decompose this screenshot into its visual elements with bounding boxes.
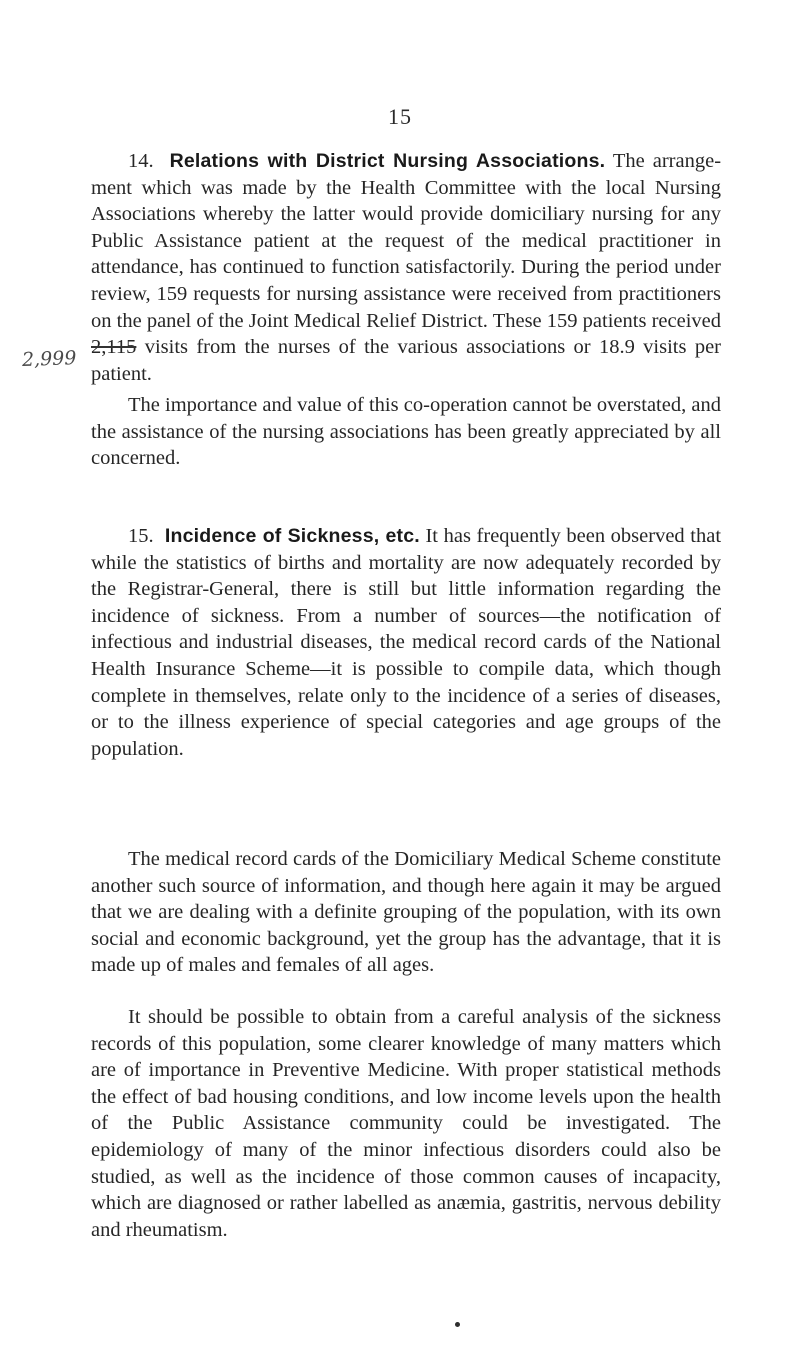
section-number: 15. — [128, 525, 154, 547]
paragraph-sickness-analysis: It should be possible to obtain from a careful analysis of the sickness records of this population, some clearer knowledge of many matters which are of importance in Preventive Medicine. With proper statistical methods the effect of bad housing conditions, and low income levels upon the health of the Public Assistance community could be investigated. The epidemiology of many of the minor infectious disorders could also be studied, as well as the incidence of those common causes of incapacity, which are diagnosed or rather labelled as anæmia, gastritis, nervous debility and rheumatism. — [91, 1006, 721, 1241]
page-number: 15 — [388, 104, 412, 129]
ink-dot-mark — [455, 1322, 460, 1327]
paragraph-text: The arrangement which was made by the Health Committee with the local Nursing Associations whereby the latter would provide domiciliary nursing for any Public Assistance patient at the request of the medical practitioner in attendance, has continued to function satisfactorily. During the period under review, 159 requests for nursing assistance were received from practitioners on the panel of the Joint Medical Relief District. These 159 patients received — [91, 150, 722, 332]
section-heading-incidence-of-sickness: Incidence of Sickness, etc. — [164, 525, 420, 547]
paragraph-co-operation: The importance and value of this co-operation cannot be overstated, and the assistance of the nursing associations has been greatly appreciated by all concerned. — [91, 394, 721, 470]
paragraph-text-continued: visits from the nurses of the various associations or 18.9 visits per patient. — [91, 336, 721, 385]
paragraph-incidence-of-sickness — [91, 523, 721, 762]
paragraph-district-nursing — [91, 148, 721, 387]
paragraph-domiciliary-records: The medical record cards of the Domiciliary Medical Scheme constitute another such source of information, and though here again it may be argued that we are dealing with a definite grouping of the population, with its own social and economic background, yet the group has the advantage, that it is made up of males and females of all ages. — [91, 848, 721, 977]
section-number: 14. — [128, 150, 154, 172]
struck-through-figure: 2,115 — [91, 336, 137, 359]
handwritten-margin-note: 2,999 — [21, 347, 77, 371]
paragraph-text: It has frequently been observed that while the statistics of births and mortality are now adequately recorded by the Registrar-General, there is still but little information regarding the incidence of sickness. From a number of sources—the notification of infectious and industrial diseases, the medical record cards of the National Health Insurance Scheme—it is possible to compile data, which though complete in themselves, relate only to the incidence of a series of diseases, or to the illness experience of special categories and age groups of the population. — [91, 525, 722, 760]
section-heading-district-nursing: Relations with District Nursing Associations. — [169, 150, 606, 172]
